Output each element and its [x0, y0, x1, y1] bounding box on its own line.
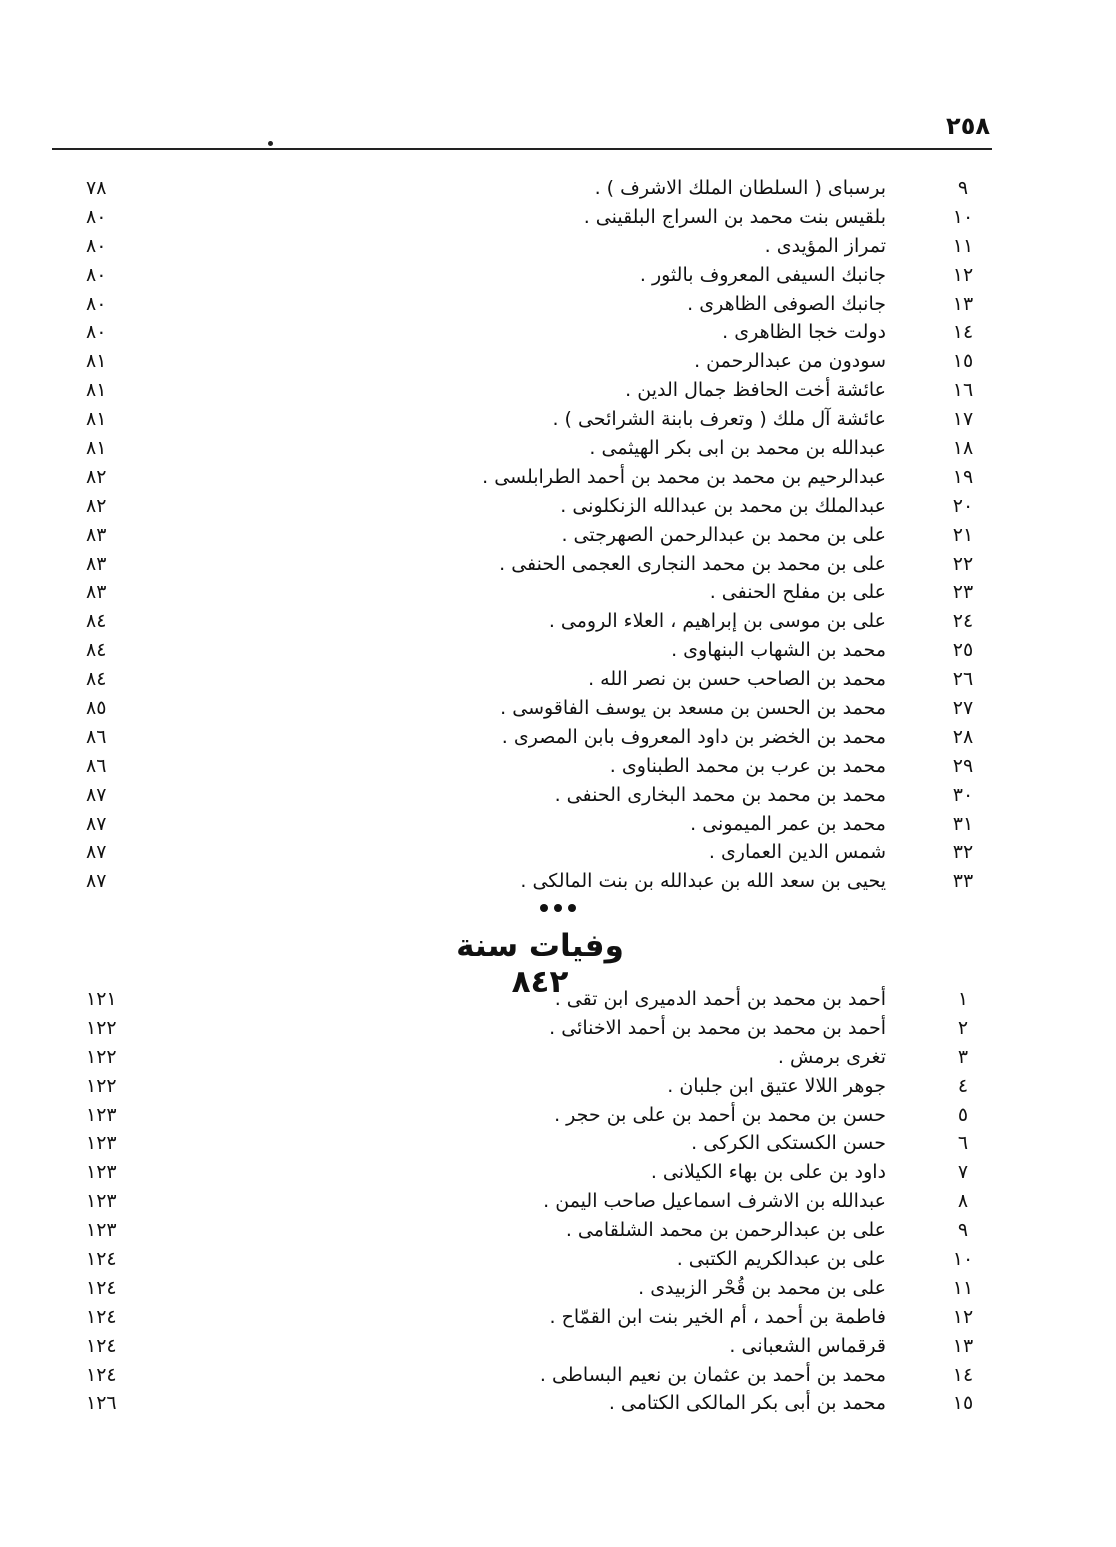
- entry-page: ٨١: [86, 350, 107, 373]
- entry-number: ٨: [957, 1190, 969, 1213]
- list-item: [0, 435, 1116, 464]
- entry-page: ٨٧: [86, 783, 107, 806]
- entry-number: ١٠: [952, 205, 974, 228]
- entry-name: على بن عبدالكريم الكتبى .: [676, 1248, 886, 1271]
- entry-name: أحمد بن محمد بن أحمد الدميرى ابن تقى .: [554, 988, 886, 1010]
- entry-name: عبدالملك بن محمد بن عبدالله الزنكلونى .: [560, 494, 886, 517]
- entry-name: سودون من عبدالرحمن .: [694, 350, 886, 373]
- entry-name: محمد بن الصاحب حسن بن نصر الله .: [588, 668, 886, 691]
- list-item: [0, 1362, 1116, 1391]
- entry-page: ١٢٤: [86, 1363, 117, 1386]
- entry-name: على بن موسى بن إبراهيم ، العلاء الرومى .: [548, 610, 886, 633]
- section-heading: وفيات سنة ٨٤٢: [456, 928, 624, 1000]
- entry-page: ٨٣: [86, 581, 107, 604]
- entry-page: ٨٠: [86, 205, 107, 228]
- entry-page: ١٢٤: [86, 1305, 117, 1328]
- entry-page: ٨٥: [86, 697, 107, 720]
- list-item: [0, 579, 1116, 608]
- entry-name: حسن بن محمد بن أحمد بن على بن حجر .: [554, 1103, 886, 1126]
- entry-number: ١٢: [952, 263, 974, 286]
- entry-name: على بن محمد بن محمد النجارى العجمى الحنفى .: [499, 552, 886, 575]
- list-item: [0, 753, 1116, 782]
- entry-name: جوهر اللالا عتيق ابن جلبان .: [667, 1074, 886, 1097]
- entry-page: ١٢٣: [86, 1190, 117, 1213]
- entry-page: ١٢٢: [86, 1045, 117, 1068]
- entry-page: ٨٠: [86, 234, 107, 257]
- entry-page: ٨٧: [86, 870, 107, 893]
- entry-number: ١٩: [952, 465, 974, 488]
- entry-number: ٢٤: [952, 610, 974, 633]
- entry-page: ٨٧: [86, 812, 107, 835]
- section-separator: [540, 904, 576, 912]
- list-item: [0, 406, 1116, 435]
- list-item: [0, 262, 1116, 291]
- entry-page: ٨٧: [86, 841, 107, 864]
- entry-page: ٨١: [86, 379, 107, 402]
- entry-name: محمد بن عرب بن محمد الطبناوى .: [609, 754, 886, 777]
- entry-name: يحيى بن سعد الله بن عبدالله بن بنت المالكى .: [520, 870, 886, 893]
- entry-name: تغرى برمش .: [777, 1045, 886, 1068]
- list-item: [0, 1102, 1116, 1131]
- list-item: [0, 1130, 1116, 1159]
- entry-page: ١٢١: [86, 988, 117, 1010]
- list-item: [0, 1246, 1116, 1275]
- entry-name: جانبك السيفى المعروف بالثور .: [639, 263, 886, 286]
- list-item: [0, 319, 1116, 348]
- entry-number: ١٤: [952, 1363, 974, 1386]
- entry-name: بلقيس بنت محمد بن السراج البلقينى .: [583, 205, 886, 228]
- entry-page: ١٢٣: [86, 1103, 117, 1126]
- entry-number: ٣: [957, 1045, 969, 1068]
- list-item: [0, 608, 1116, 637]
- entry-number: ٢٢: [952, 552, 974, 575]
- entry-name: عائشة آل ملك ( وتعرف بابنة الشرائحى ) .: [552, 408, 886, 431]
- entry-name: محمد بن الشهاب البنهاوى .: [671, 639, 886, 662]
- entry-name: عبدالله بن الاشرف اسماعيل صاحب اليمن .: [543, 1190, 886, 1213]
- list-item: [0, 1044, 1116, 1073]
- entry-name: حسن الكستكى الكركى .: [691, 1132, 886, 1155]
- separator-dot: [568, 904, 576, 912]
- entry-name: عبدالرحيم بن محمد بن محمد بن أحمد الطرابلسى .: [482, 465, 886, 488]
- entry-page: ١٢٣: [86, 1132, 117, 1155]
- entry-number: ١٤: [952, 321, 974, 344]
- list-item: [0, 724, 1116, 753]
- entry-page: ٧٨: [86, 177, 107, 199]
- entry-number: ٣٢: [952, 841, 974, 864]
- list-item: [0, 782, 1116, 811]
- entry-number: ٣٣: [952, 870, 974, 893]
- entry-page: ٨٤: [86, 668, 107, 691]
- entry-name: دولت خجا الظاهرى .: [722, 321, 886, 344]
- entry-page: ١٢٤: [86, 1276, 117, 1299]
- entry-number: ٩: [957, 1219, 969, 1242]
- entry-name: أحمد بن محمد بن محمد بن أحمد الاخنائى .: [549, 1016, 886, 1039]
- entry-number: ٢٩: [952, 754, 974, 777]
- entry-page: ٨٤: [86, 610, 107, 633]
- list-item: [0, 1275, 1116, 1304]
- entry-name: تمراز المؤيدى .: [764, 234, 886, 257]
- separator-dot: [554, 904, 562, 912]
- entry-number: ١٣: [952, 292, 974, 315]
- entry-number: ٢٦: [952, 668, 974, 691]
- entry-number: ٩: [957, 177, 969, 199]
- list-item: [0, 1159, 1116, 1188]
- list-item: [0, 464, 1116, 493]
- entry-name: محمد بن عمر الميمونى .: [690, 812, 886, 835]
- entry-name: على بن مفلح الحنفى .: [709, 581, 886, 604]
- list-item: [0, 1304, 1116, 1333]
- entry-name: عائشة أخت الحافظ جمال الدين .: [625, 379, 886, 402]
- entry-name: جانبك الصوفى الظاهرى .: [687, 292, 886, 315]
- entry-number: ٢: [957, 1016, 969, 1039]
- list-item: [0, 233, 1116, 262]
- entry-page: ١٢٢: [86, 1016, 117, 1039]
- entry-number: ١: [957, 988, 969, 1010]
- entry-name: محمد بن الخضر بن داود المعروف بابن المصرى .: [501, 725, 886, 748]
- entry-name: محمد بن محمد بن محمد البخارى الحنفى .: [554, 783, 886, 806]
- entry-name: محمد بن الحسن بن مسعد بن يوسف الفاقوسى .: [500, 697, 886, 720]
- entry-number: ٢٠: [952, 494, 974, 517]
- entry-number: ٧: [957, 1161, 969, 1184]
- entry-number: ٤: [957, 1074, 969, 1097]
- entry-page: ٨٦: [86, 754, 107, 777]
- entry-number: ٣١: [952, 812, 974, 835]
- entry-page: ٨١: [86, 408, 107, 431]
- list-item: [0, 1188, 1116, 1217]
- entry-number: ٣٠: [952, 783, 974, 806]
- entry-name: محمد بن أحمد بن عثمان بن نعيم البساطى .: [539, 1363, 886, 1386]
- entry-name: داود بن على بن بهاء الكيلانى .: [650, 1161, 886, 1184]
- entry-name: عبدالله بن محمد بن ابى بكر الهيثمى .: [589, 437, 886, 460]
- entry-number: ١١: [952, 234, 974, 257]
- entry-page: ١٢٦: [86, 1392, 117, 1415]
- entry-name: شمس الدين العمارى .: [708, 841, 886, 864]
- entry-number: ١١: [952, 1276, 974, 1299]
- entry-page: ١٢٣: [86, 1161, 117, 1184]
- entry-number: ٦: [957, 1132, 969, 1155]
- entry-name: برسباى ( السلطان الملك الاشرف ) .: [594, 177, 886, 199]
- entry-page: ٨٣: [86, 523, 107, 546]
- entry-page: ٨٢: [86, 465, 107, 488]
- entry-page: ١٢٤: [86, 1334, 117, 1357]
- list-item: [0, 1073, 1116, 1102]
- entry-number: ١٠: [952, 1248, 974, 1271]
- index-list-a: [0, 175, 1116, 897]
- entry-page: ٨٤: [86, 639, 107, 662]
- list-item: [0, 291, 1116, 320]
- entry-page: ٨٣: [86, 552, 107, 575]
- entry-page: ١٢٢: [86, 1074, 117, 1097]
- entry-name: محمد بن أبى بكر المالكى الكتامى .: [608, 1392, 886, 1415]
- list-item: [0, 1015, 1116, 1044]
- page-number: ٢٥٨: [946, 112, 990, 140]
- entry-page: ١٢٤: [86, 1248, 117, 1271]
- entry-page: ٨٠: [86, 263, 107, 286]
- entry-page: ٨٢: [86, 494, 107, 517]
- entry-number: ١٥: [952, 350, 974, 373]
- list-item: [0, 1217, 1116, 1246]
- list-item: [0, 1333, 1116, 1362]
- entry-number: ٢٥: [952, 639, 974, 662]
- entry-number: ١٢: [952, 1305, 974, 1328]
- list-item: [0, 986, 1116, 1015]
- entry-number: ٢٨: [952, 725, 974, 748]
- entry-number: ١٨: [952, 437, 974, 460]
- list-item: [0, 551, 1116, 580]
- entry-page: ٨٦: [86, 725, 107, 748]
- list-item: [0, 666, 1116, 695]
- list-item: [0, 377, 1116, 406]
- list-item: [0, 204, 1116, 233]
- entry-name: على بن عبدالرحمن بن محمد الشلقامى .: [565, 1219, 886, 1242]
- list-item: [0, 522, 1116, 551]
- entry-number: ١٣: [952, 1334, 974, 1357]
- entry-page: ٨٠: [86, 292, 107, 315]
- list-item: [0, 811, 1116, 840]
- entry-number: ٢٣: [952, 581, 974, 604]
- entry-number: ٢٧: [952, 697, 974, 720]
- list-item: [0, 695, 1116, 724]
- entry-name: على بن محمد بن قُحْر الزبيدى .: [638, 1276, 886, 1299]
- index-list-b: [0, 986, 1116, 1419]
- entry-number: ٢١: [952, 523, 974, 546]
- entry-page: ٨٠: [86, 321, 107, 344]
- list-item: [0, 348, 1116, 377]
- list-item: [0, 175, 1116, 204]
- list-item: [0, 493, 1116, 522]
- header-dot: [268, 141, 273, 146]
- list-item: [0, 1390, 1116, 1419]
- list-item: [0, 839, 1116, 868]
- entry-number: ٥: [957, 1103, 969, 1126]
- entry-number: ١٧: [952, 408, 974, 431]
- entry-page: ١٢٣: [86, 1219, 117, 1242]
- header-rule: [52, 148, 992, 150]
- separator-dot: [540, 904, 548, 912]
- entry-number: ١٥: [952, 1392, 974, 1415]
- entry-name: فاطمة بن أحمد ، أم الخير بنت ابن القمّاح .: [549, 1305, 886, 1328]
- entry-name: قرقماس الشعبانى .: [729, 1334, 886, 1357]
- list-item: [0, 868, 1116, 897]
- entry-number: ١٦: [952, 379, 974, 402]
- entry-name: على بن محمد بن عبدالرحمن الصهرجتى .: [561, 523, 886, 546]
- entry-page: ٨١: [86, 437, 107, 460]
- list-item: [0, 637, 1116, 666]
